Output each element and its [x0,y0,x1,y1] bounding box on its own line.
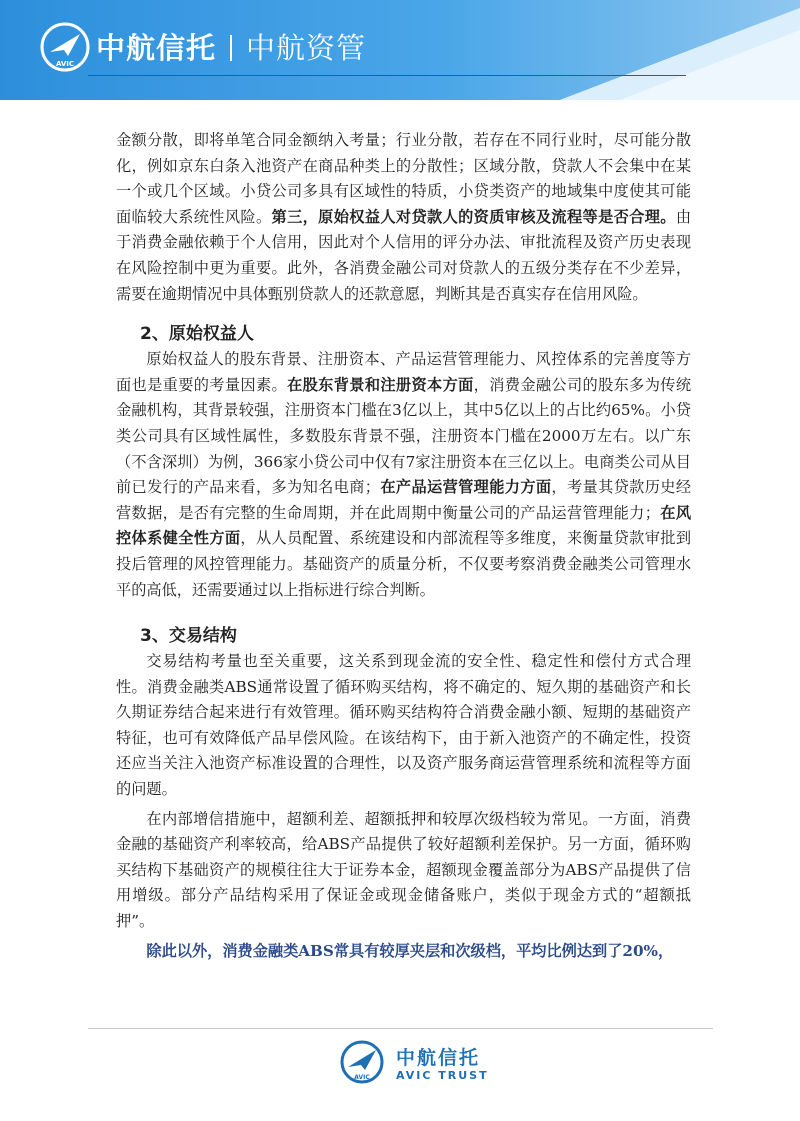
header-brand [96,26,366,67]
paragraph-2 [116,347,691,603]
footer-brand-cn: 中航信托 [396,1047,481,1069]
paragraph-1 [116,128,691,307]
para2-bold-1: 在股东背景和注册资本方面 [287,375,474,394]
para2-text-2: ，消费金融公司的股东多为传统金融机构，其背景较强，注册资本门槛在3亿以上，其中5亿以上的占比约65%。小贷类公司具有区域性属性，多数股东背景不强，注册资本门槛在2000万左右。以广东（不含深圳）为例，366家小贷公司中仅有7家注册资本在三亿以上。电商类公司从目前已发行的产品来看，多为知名电商； [116,375,692,497]
footer-logo-badge-text: AVIC [354,1074,370,1081]
para2-bold-2: 在产品运营管理能力方面 [380,478,552,497]
page-header [0,0,800,100]
section-2-title: 2、原始权益人 [140,324,254,345]
brand-separator [230,35,232,61]
footer-brand-en: AVIC TRUST [396,1069,489,1082]
logo-badge-text: AVIC [55,60,75,68]
document-body [116,128,691,964]
para2-text-4: ，从人员配置、系统建设和内部流程等多维度，来衡量贷款审批到投后管理的风控管理能力。基础资产的质量分析，不仅要考察消费金融类公司管理水平的高低，还需要通过以上指标进行综合判断。 [116,529,692,599]
footer-divider [88,1028,713,1029]
paragraph-4: 在内部增信措施中，超额利差、超额抵押和较厚次级档较为常见。一方面，消费金融的基础资产利率较高，给ABS产品提供了较好超额利差保护。另一方面，循环购买结构下基础资产的规模往往大于证券本金，超额现金覆盖部分为ABS产品提供了信用增级。部分产品结构采用了保证金或现金储备账户，类似于现金方式的“超额抵押”。 [116,809,691,931]
para1-bold-1: 第三，原始权益人对贷款人的资质审核及流程等是否合理。 [271,207,676,226]
header-divider [88,75,686,76]
footer-avic-logo-icon [340,1040,384,1084]
section-3-title: 3、交易结构 [140,626,237,647]
para2-bold-3: 在风控体系健全性方面 [116,503,692,548]
para2-text-1: 原始权益人的股东背景、注册资本、产品运营管理能力、风控体系的完善度等方面也是重要的考量因素。 [116,350,691,394]
paragraph-3: 交易结构考量也至关重要，这关系到现金流的安全性、稳定性和偿付方式合理性。消费金融类ABS通常设置了循环购买结构，将不确定的、短久期的基础资产和长久期证券结合起来进行有效管理。循环购买结构符合消费金融小额、短期的基础资产特征，也可有效降低产品早偿风险。在该结构下，由于新入池资产的不确定性，投资还应当关注入池资产标准设置的合理性，以及资产服务商运营管理系统和流程等方面的问题。 [116,652,691,799]
paragraph-5-highlight: 除此以外，消费金融类ABS常具有较厚夹层和次级档，平均比例达到了20%， [146,941,674,960]
para1-text-1: 金额分散，即将单笔合同金额纳入考量；行业分散，若存在不同行业时，尽可能分散化，例如京东白条入池资产在商品种类上的分散性；区域分散，贷款人不会集中在某一个或几个区域。小贷公司多具有区域性的特质，小贷类资产的地域集中度使其可能面临较大系统性风险。 [116,131,691,226]
brand-sub: 中航资管 [246,31,367,65]
para2-text-3: ，考量其贷款历史经营数据，是否有完整的生命周期，并在此周期中衡量公司的产品运营管理能力； [116,478,692,522]
brand-name: 中航信托 [96,31,217,65]
avic-logo-icon [40,22,90,72]
para1-text-2: 由于消费金融依赖于个人信用，因此对个人信用的评分办法、审批流程及资产历史表现在风险控制中更为重要。此外，各消费金融公司对贷款人的五级分类存在不少差异，需要在逾期情况中具体甄别贷款人的还款意愿，判断其是否真实存在信用风险。 [116,207,692,303]
